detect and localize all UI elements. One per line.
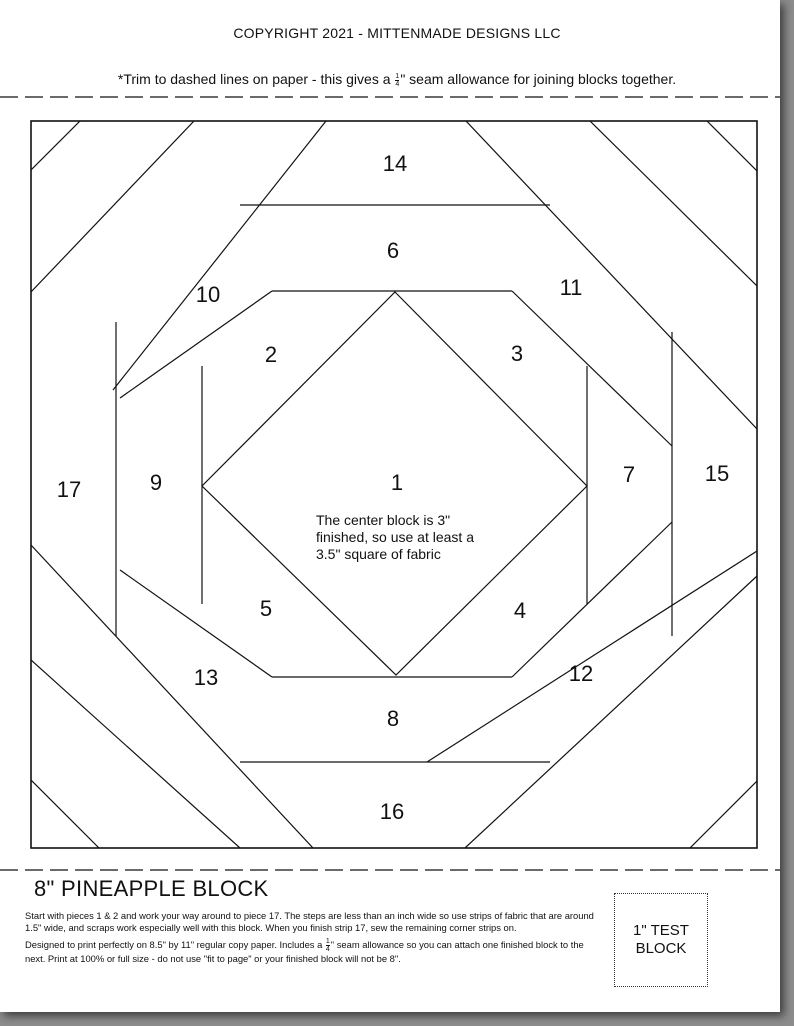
piece-label-5: 5 [259,596,273,621]
fraction-numerator: 1 [325,937,330,945]
trim-text-end: " seam allowance for joining blocks together. [400,71,677,87]
piece-label-2: 2 [264,342,278,367]
fraction-denominator: 4 [325,945,330,953]
seam-line [113,121,326,390]
piece-label-13: 13 [193,665,219,690]
test-block-square [614,893,708,987]
copyright-notice: COPYRIGHT 2021 - MITTENMADE DESIGNS LLC [233,25,561,41]
instructions [25,910,595,968]
piece-label-6: 6 [386,238,400,263]
seam-line [31,121,80,170]
piece-label-12: 12 [568,661,594,686]
seam-line [120,570,272,677]
piece-label-17: 17 [56,477,82,502]
test-block-label [633,922,689,958]
seam-line [512,522,672,677]
test-block-line-1: 1" TEST [633,922,689,939]
piece-label-3: 3 [510,341,524,366]
piece-label-7: 7 [622,462,636,487]
piece-label-8: 8 [386,706,400,731]
center-note-line: finished, so use at least a [316,529,474,545]
seam-line [690,781,757,848]
instructions-text-start: Designed to print perfectly on 8.5" by 11" regular copy paper. Includes a [25,938,325,950]
instructions-paragraph-1: Start with pieces 1 & 2 and work your way around to piece 17. The steps are less than an inch wide so use strips of fabric that are around 1.5" wide, and scraps work especially well with this block. When you finish strip 17, sew the remaining corner strips on. [25,910,594,934]
seam-line [31,545,313,848]
piece-label-16: 16 [379,799,405,824]
seam-line [31,121,194,292]
fraction-numerator: 1 [395,72,400,80]
piece-label-4: 4 [513,598,527,623]
center-note-line: The center block is 3" [316,512,451,528]
instructions-paragraph-2 [25,938,595,965]
seam-line [465,576,757,848]
block-title: 8" PINEAPPLE BLOCK [34,876,269,901]
seam-line [120,291,272,398]
test-block-line-2: BLOCK [635,940,687,957]
piece-label-9: 9 [149,470,163,495]
seam-line [466,121,757,429]
seam-line [31,780,99,848]
fraction-denominator: 4 [395,80,400,88]
instructions-text-end: " seam allowance so you can attach one finished block to the next. Print at 100% or full size - do not use "fit to page" or your finished block will not be 8". [25,938,584,964]
quarter-inch-fraction [326,938,330,953]
center-note [316,512,478,562]
piece-label-15: 15 [704,461,730,486]
seam-line [707,121,757,171]
piece-label-1: 1 [390,470,404,495]
piece-label-10: 10 [195,282,221,307]
piece-label-11: 11 [559,275,583,300]
trim-text-start: *Trim to dashed lines on paper - this gives a [117,71,395,87]
center-note-line: 3.5" square of fabric [316,546,441,562]
piece-label-14: 14 [382,151,408,176]
piece-numbers [57,151,729,824]
